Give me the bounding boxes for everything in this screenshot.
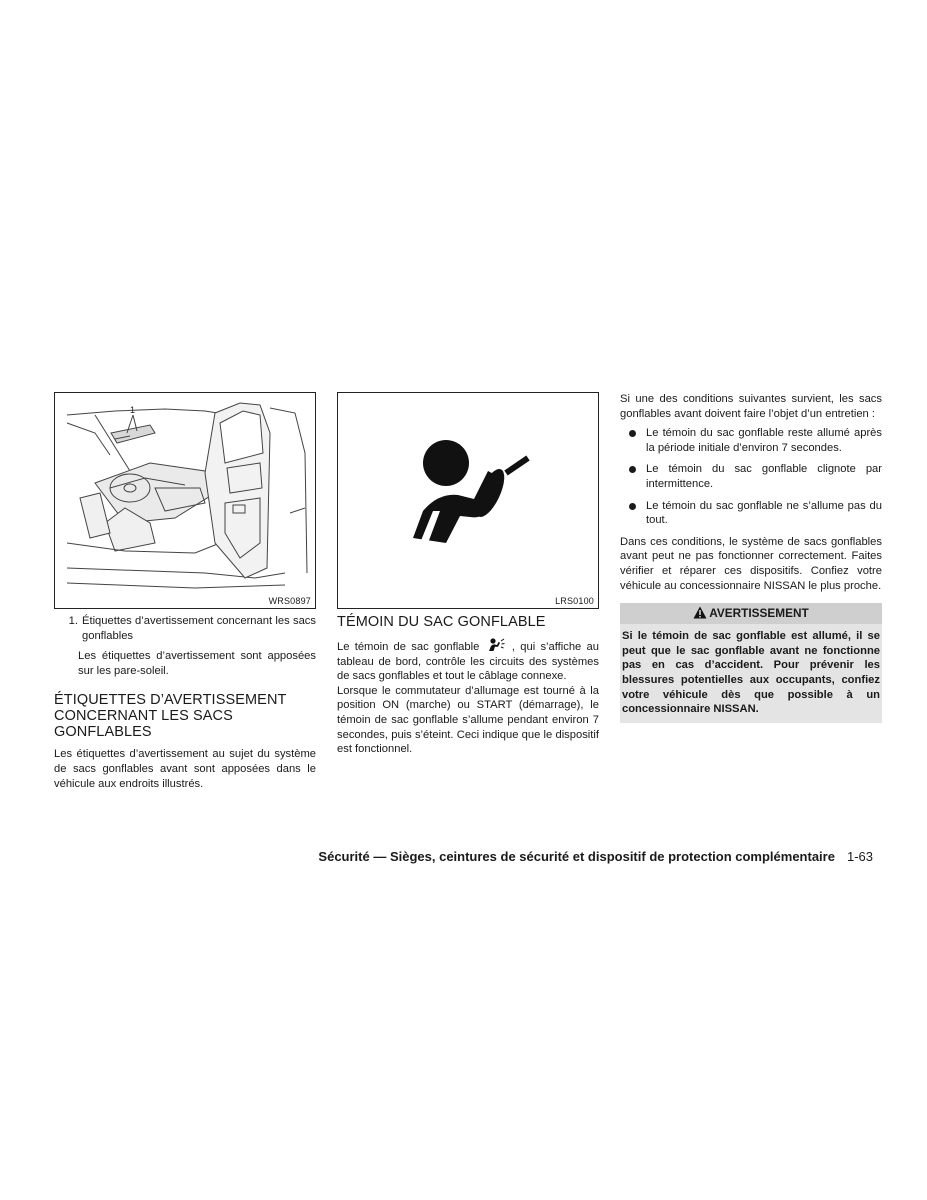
figure-code: WRS0897 [268,596,311,606]
section-heading-warning-light: TÉMOIN DU SAC GONFLABLE [337,614,546,630]
list-item [54,614,316,643]
item-number: 1. [68,615,78,627]
list-item: Le témoin du sac gonflable reste allumé après la période initiale d’environ 7 secondes. [620,426,882,455]
warning-header [620,603,882,624]
page-footer [318,849,873,864]
list-item: Le témoin du sac gonflable ne s’allume pas du tout. [620,499,882,528]
list-item: Le témoin du sac gonflable clignote par intermittence. [620,462,882,491]
conditions-paragraph: Dans ces conditions, le système de sacs gonflables avant peut ne pas fonctionner correctement. Faites vérifier et réparer ces dispositifs. Confiez votre véhicule au concessionnaire NISSAN le plus proche. [620,535,882,592]
car-interior-illustration [55,393,315,608]
conditions-intro: Si une des conditions suivantes survient, les sacs gonflables avant doivent faire l’objet d’un entretien : [620,393,882,420]
airbag-inline-icon [485,638,507,652]
item-note: Les étiquettes d’avertissement sont apposées sur les pare-soleil. [78,650,316,677]
item-text: Étiquettes d’avertissement concernant les sacs gonflables [82,615,316,642]
column-right [620,392,882,723]
bullet-icon [629,466,636,473]
warning-box [620,603,882,723]
callout-number: 1 [130,405,136,415]
page-number: 1-63 [846,849,873,864]
warning-light-paragraph-1 [337,638,599,684]
airbag-warning-icon [338,393,598,608]
column-left [54,392,316,791]
labels-paragraph: Les étiquettes d’avertissement au sujet du système de sacs gonflables avant sont apposées dans le véhicule aux endroits illustrés. [54,748,316,790]
para1-before: Le témoin de sac gonflable [337,641,480,653]
figure-code: LRS0100 [555,596,594,606]
column-middle [337,392,599,757]
figure-warning-labels [54,392,316,609]
footer-title: Sécurité — Sièges, ceintures de sécurité et dispositif de protection complémentaire [318,849,835,864]
conditions-list [620,426,882,528]
bullet-icon [629,503,636,510]
warning-title: AVERTISSEMENT [709,606,809,621]
figure-airbag-warning-light [337,392,599,609]
para1-after: , qui s’affiche au tableau de bord, contrôle les circuits des systèmes de sacs gonflables et tout le câblage connexe. [337,641,599,683]
warning-triangle-icon [693,606,707,619]
warning-text: Si le témoin de sac gonflable est allumé, il se peut que le sac gonflable avant ne fonctionne pas en cas d’accident. Pour prévenir les blessures potentielles aux occupants, confiez votre véhicule dès que possible à un concessionnaire NISSAN. [622,630,880,716]
bullet-icon [629,430,636,437]
section-heading-labels: ÉTIQUETTES D’AVERTISSEMENT CONCERNANT LES SACS GONFLABLES [54,692,287,741]
warning-light-paragraph-2: Lorsque le commutateur d’allumage est tourné à la position ON (marche) ou START (démarrage), le témoin de sac gonflable s’allume pendant environ 7 secondes, puis s’éteint. Ceci indique que le dispositif est fonctionnel. [337,684,599,756]
